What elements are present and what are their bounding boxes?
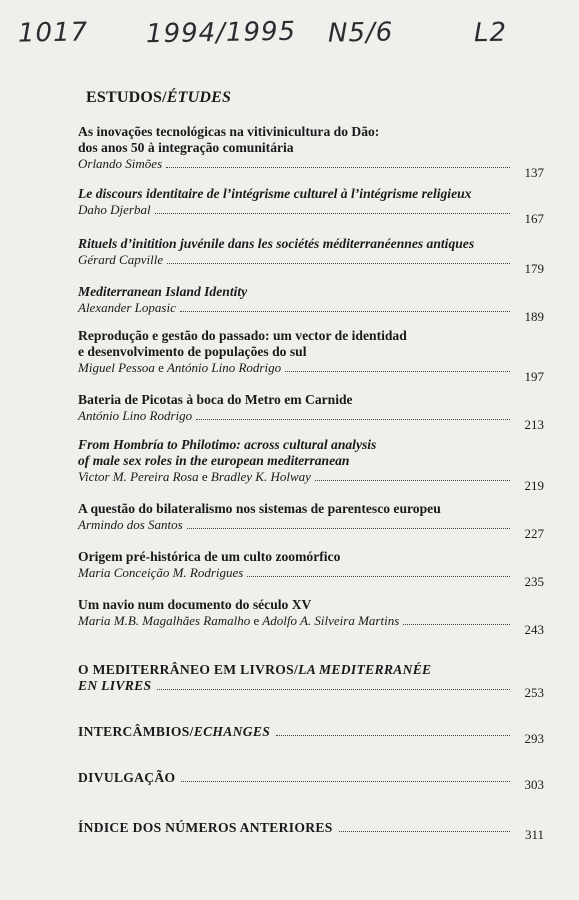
author-name: Alexander Lopasic bbox=[78, 300, 176, 315]
page-number: 227 bbox=[524, 526, 544, 541]
entry-title-line: Reprodução e gestão do passado: um vector de identidad bbox=[78, 328, 407, 343]
author-name: António Lino Rodrigo bbox=[78, 408, 193, 423]
entry-title-line: Bateria de Picotas à boca do Metro em Carnide bbox=[78, 392, 353, 407]
major-section-row bbox=[78, 724, 544, 746]
entry-authors bbox=[78, 408, 192, 424]
entry-authors bbox=[78, 202, 151, 218]
entry-title-line: Le discours identitaire de l’intégrisme culturel à l’intégrisme religieux bbox=[78, 186, 472, 201]
major-title-italic: LA MEDITERRANÉE bbox=[298, 662, 432, 677]
major-section-title bbox=[78, 820, 333, 836]
dot-leader bbox=[187, 528, 510, 529]
toc-entry bbox=[78, 284, 544, 324]
dot-leader bbox=[276, 735, 510, 736]
entry-authors bbox=[78, 469, 311, 485]
major-section bbox=[78, 662, 544, 700]
major-section bbox=[78, 820, 544, 842]
dot-leader bbox=[157, 689, 510, 690]
handwritten-ref: 1017 bbox=[17, 17, 89, 49]
major-title-plain: ÍNDICE DOS NÚMEROS ANTERIORES bbox=[78, 820, 333, 835]
page-number: 137 bbox=[524, 165, 544, 180]
major-section-row bbox=[78, 770, 544, 792]
dot-leader bbox=[155, 213, 510, 214]
entry-authors bbox=[78, 360, 281, 376]
author-conjunction: e bbox=[201, 469, 208, 484]
toc-entry bbox=[78, 186, 544, 226]
toc-entry bbox=[78, 501, 544, 541]
toc-entry bbox=[78, 392, 544, 432]
dot-leader bbox=[403, 624, 510, 625]
handwritten-issue: N5/6 bbox=[327, 17, 394, 49]
entry-author-row bbox=[78, 517, 544, 541]
author-name: Maria M.B. Magalhães Ramalho bbox=[78, 613, 251, 628]
entry-authors bbox=[78, 613, 399, 629]
author-name: Bradley K. Holway bbox=[210, 469, 311, 484]
author-conjunction: e bbox=[158, 360, 164, 375]
dot-leader bbox=[181, 781, 510, 782]
entry-authors bbox=[78, 300, 176, 316]
dot-leader bbox=[247, 576, 510, 577]
author-name: Armindo dos Santos bbox=[78, 517, 183, 532]
author-name: Orlando Simões bbox=[78, 156, 163, 171]
dot-leader bbox=[315, 480, 510, 481]
toc-entry bbox=[78, 597, 544, 637]
entry-authors bbox=[78, 252, 163, 268]
page-number: 167 bbox=[524, 211, 544, 226]
entry-title-line: As inovações tecnológicas na vitivinicultura do Dão: bbox=[78, 124, 380, 139]
section-heading: ESTUDOS/ÉTUDES bbox=[86, 89, 232, 106]
author-name: Daho Djerbal bbox=[78, 202, 151, 217]
page-number: 213 bbox=[524, 417, 544, 432]
entry-author-row bbox=[78, 360, 544, 384]
author-name: Miguel Pessoa bbox=[78, 360, 155, 375]
entry-authors bbox=[78, 517, 183, 533]
page-number: 253 bbox=[524, 685, 544, 700]
toc-entry bbox=[78, 437, 544, 493]
major-title-italic: ECHANGES bbox=[193, 724, 271, 739]
page-number: 243 bbox=[524, 622, 544, 637]
author-name: Gérard Capville bbox=[78, 252, 164, 267]
page-number: 293 bbox=[524, 731, 544, 746]
page-number: 235 bbox=[524, 574, 544, 589]
page-number: 197 bbox=[524, 369, 544, 384]
entry-author-row bbox=[78, 565, 544, 589]
toc-entry bbox=[78, 549, 544, 589]
major-title-plain: O MEDITERRÂNEO EM LIVROS/ bbox=[78, 662, 299, 677]
entry-author-row bbox=[78, 202, 544, 226]
entry-author-row bbox=[78, 252, 544, 276]
dot-leader bbox=[180, 311, 510, 312]
major-section-row bbox=[78, 820, 544, 842]
handwritten-years: 1994/1995 bbox=[145, 16, 297, 50]
entry-author-row bbox=[78, 613, 544, 637]
major-section-title bbox=[78, 724, 270, 740]
handwritten-mark: L2 bbox=[473, 17, 508, 49]
entry-authors bbox=[78, 565, 243, 581]
entry-title-line: Origem pré-histórica de um culto zoomórfico bbox=[78, 549, 341, 564]
page-number: 179 bbox=[524, 261, 544, 276]
page-number: 311 bbox=[524, 827, 544, 842]
entry-title-line: A questão do bilateralismo nos sistemas de parentesco europeu bbox=[78, 501, 441, 516]
entry-title-line: Rituels d’initition juvénile dans les sociétés méditerranéennes antiques bbox=[78, 236, 475, 251]
toc-entry bbox=[78, 328, 544, 384]
page-number: 303 bbox=[524, 777, 544, 792]
major-section-title bbox=[78, 770, 175, 786]
dot-leader bbox=[339, 831, 510, 832]
dot-leader bbox=[167, 263, 510, 264]
author-name: Maria Conceição M. Rodrigues bbox=[78, 565, 244, 580]
author-name: Victor M. Pereira Rosa bbox=[78, 469, 199, 484]
author-name: Adolfo A. Silveira Martins bbox=[262, 613, 400, 628]
major-section-line bbox=[78, 662, 544, 678]
toc-entry bbox=[78, 124, 544, 180]
entry-title-line: dos anos 50 à integração comunitária bbox=[78, 140, 294, 155]
entry-author-row bbox=[78, 300, 544, 324]
major-title-plain: DIVULGAÇÃO bbox=[78, 770, 176, 785]
entry-author-row bbox=[78, 156, 544, 180]
entry-title-line: Um navio num documento do século XV bbox=[78, 597, 312, 612]
major-title-italic-line2: EN LIVRES bbox=[78, 678, 152, 693]
toc-entry bbox=[78, 236, 544, 276]
entry-title-line: e desenvolvimento de populações do sul bbox=[78, 344, 307, 359]
major-section-title bbox=[78, 662, 431, 677]
author-conjunction: e bbox=[253, 613, 260, 628]
major-section bbox=[78, 724, 544, 746]
major-section-row bbox=[78, 678, 544, 700]
entry-title-line: Mediterranean Island Identity bbox=[78, 284, 248, 299]
dot-leader bbox=[166, 167, 510, 168]
entry-author-row bbox=[78, 408, 544, 432]
entry-author-row bbox=[78, 469, 544, 493]
page-number: 189 bbox=[524, 309, 544, 324]
page-number: 219 bbox=[524, 478, 544, 493]
dot-leader bbox=[285, 371, 510, 372]
entry-authors bbox=[78, 156, 162, 172]
major-title-plain: INTERCÂMBIOS/ bbox=[78, 724, 194, 739]
entry-title-line: of male sex roles in the european mediterranean bbox=[78, 453, 350, 468]
entry-title-line: From Hombría to Philotimo: across cultural analysis bbox=[78, 437, 377, 452]
dot-leader bbox=[196, 419, 510, 420]
author-name: António Lino Rodrigo bbox=[166, 360, 282, 375]
major-section bbox=[78, 770, 544, 792]
